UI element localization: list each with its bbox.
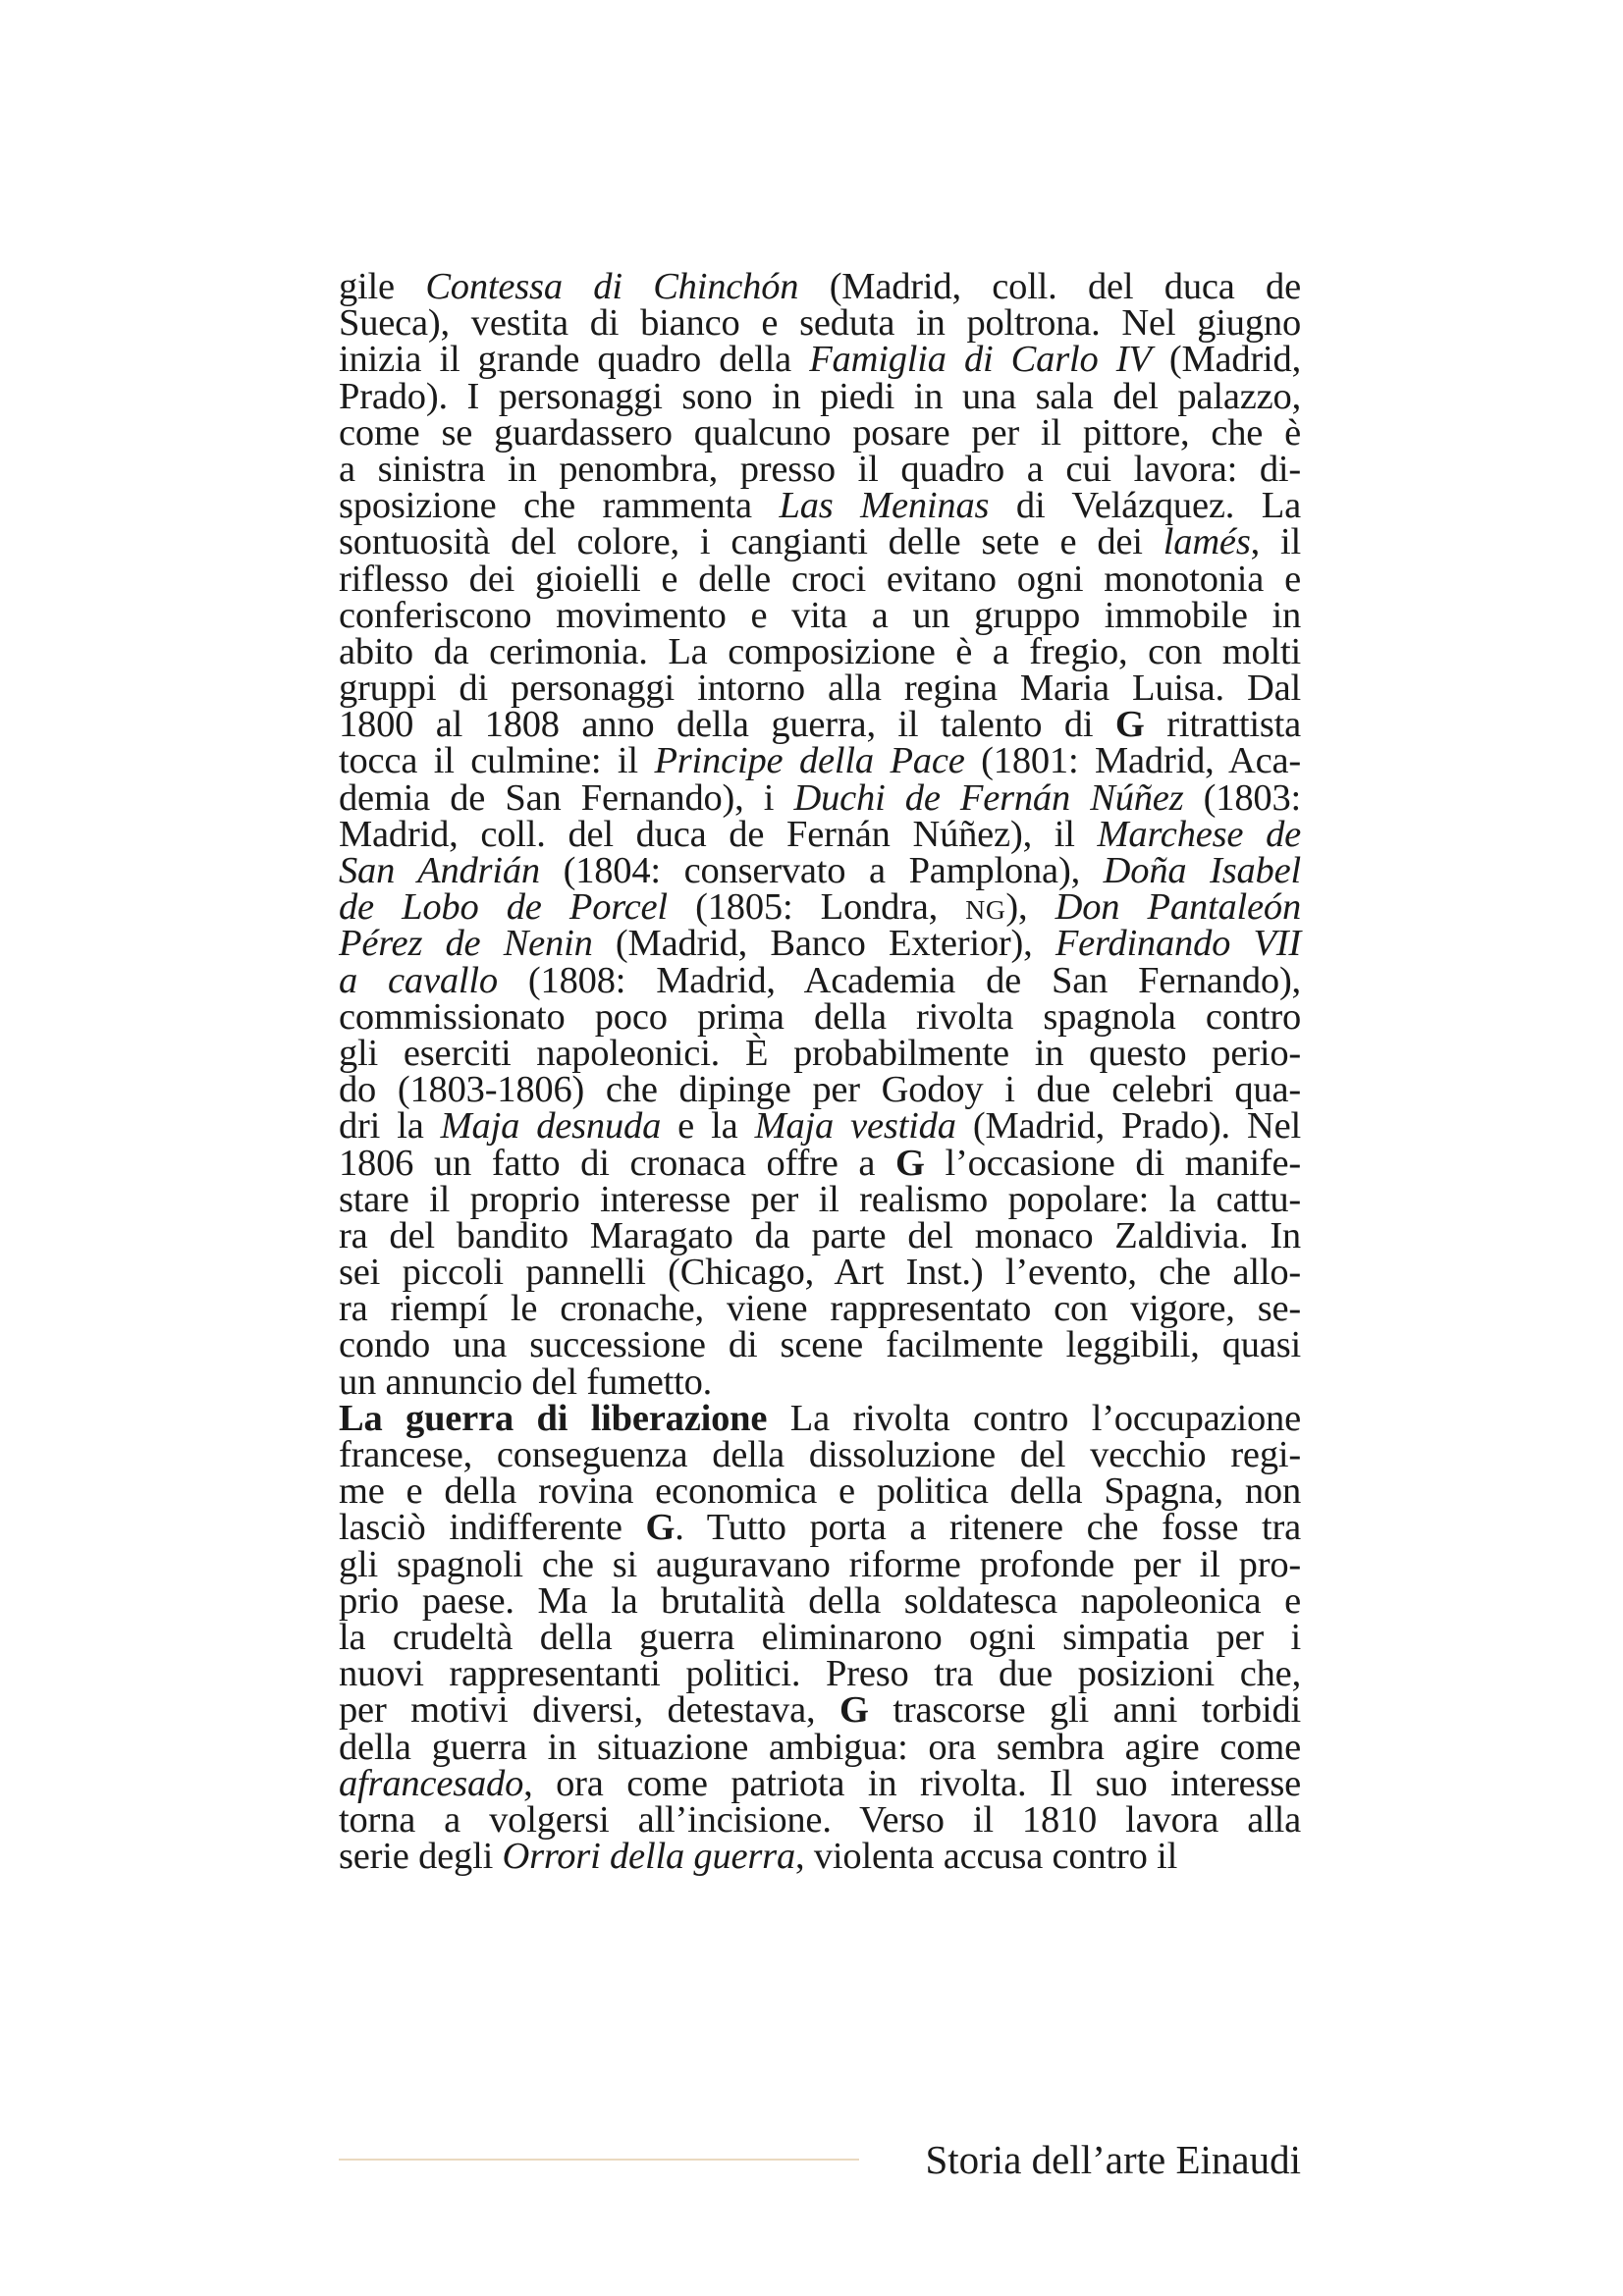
text-line [339, 1507, 1301, 1549]
text-line [339, 1762, 1301, 1804]
text-fragment: a sinistra in penombra, presso il quadro a cui lavora: di- [339, 448, 1301, 490]
text-line [339, 1032, 1301, 1074]
text-line [339, 594, 1301, 636]
text-fragment: (Madrid, Prado). Nel [955, 1105, 1301, 1148]
text-fragment: (Madrid, Banco Exterior), [592, 923, 1055, 965]
text-fragment: sontuosità del colore, i cangianti delle sete e dei [339, 521, 1163, 563]
text-line [339, 266, 1301, 307]
italic-title: lamés [1163, 521, 1251, 563]
text-line [339, 959, 1301, 1001]
text-fragment: NG [965, 894, 1006, 926]
text-line [339, 704, 1301, 746]
text-fragment: la crudeltà della guerra eliminarono ogni simpatia per i [339, 1616, 1301, 1658]
italic-title: Don Pantaleón [1055, 886, 1301, 929]
text-fragment: dri la [339, 1105, 441, 1148]
text-fragment: me e della rovina economica e politica della Spagna, non [339, 1470, 1301, 1513]
text-fragment: francese, conseguenza della dissoluzione del vecchio regi- [339, 1434, 1301, 1475]
italic-title: a cavallo [339, 959, 498, 1001]
text-line [339, 1616, 1301, 1658]
text-fragment: , ora come patriota in rivolta. Il suo interesse [523, 1762, 1301, 1804]
text-fragment: gruppi di personaggi intorno alla regina Maria Luisa. Dal [339, 667, 1301, 710]
italic-title: Orrori della guerra [502, 1836, 796, 1878]
text-fragment: ra riempí le cronache, viene rappresentato con vigore, se- [339, 1288, 1301, 1330]
text-fragment: abito da cerimonia. La composizione è a fregio, con molti [339, 630, 1301, 672]
italic-title: Contessa di Chinchón [425, 266, 799, 307]
italic-title: Duchi de Fernán Núñez [793, 776, 1184, 819]
text-fragment: gile [339, 266, 426, 307]
text-line [339, 1361, 1301, 1403]
text-fragment: conferiscono movimento e vita a un gruppo immobile in [339, 594, 1301, 636]
text-line [339, 630, 1301, 672]
text-fragment: condo una successione di scene facilmente leggibili, quasi [339, 1324, 1301, 1366]
text-fragment: (1805: Londra, [667, 886, 966, 929]
text-fragment: l’occasione di manife- [924, 1142, 1302, 1184]
text-fragment: (Madrid, [1151, 339, 1302, 381]
bold-text: G [839, 1689, 869, 1732]
italic-title: Maja vestida [754, 1105, 956, 1148]
text-line [339, 521, 1302, 563]
text-fragment: nuovi rappresentanti politici. Preso tra due posizioni che, [339, 1653, 1301, 1695]
text-line [339, 850, 1301, 891]
text-fragment: lasciò indifferente [339, 1507, 646, 1549]
italic-title: Pérez de Nenin [339, 923, 593, 965]
text-line [339, 776, 1301, 819]
text-line [339, 339, 1302, 381]
text-fragment: (1808: Madrid, Academia de San Fernando), [497, 959, 1301, 1001]
text-line [339, 886, 1301, 929]
text-line [339, 1288, 1301, 1330]
text-fragment: serie degli [339, 1836, 503, 1878]
text-line [339, 411, 1301, 454]
text-fragment: Madrid, coll. del duca de Fernán Núñez), il [339, 813, 1098, 855]
text-fragment: sei piccoli pannelli (Chicago, Art Inst.) l’evento, che allo- [339, 1252, 1301, 1294]
text-fragment: commissionato poco prima della rivolta spagnola contro [339, 995, 1301, 1038]
body-text [339, 266, 1302, 1878]
text-fragment: di Velázquez. La [989, 485, 1301, 527]
italic-title: Las Meninas [779, 485, 990, 527]
text-line [339, 667, 1301, 710]
text-fragment: torna a volgersi all’incisione. Verso il 1810 lavora alla [339, 1798, 1301, 1841]
text-fragment: gli spagnoli che si auguravano riforme profonde per il pro- [339, 1543, 1301, 1585]
text-line [339, 1798, 1301, 1841]
text-line [339, 1579, 1301, 1622]
text-fragment: La rivolta contro l’occupazione [767, 1397, 1301, 1439]
text-line [339, 1252, 1301, 1294]
text-fragment: 1800 al 1808 anno della guerra, il talento di [339, 704, 1115, 746]
text-line [339, 1543, 1301, 1585]
text-fragment: riflesso dei gioielli e delle croci evitano ogni monotonia e [339, 558, 1301, 600]
bold-text: G [895, 1142, 925, 1184]
text-line [339, 1214, 1301, 1256]
text-fragment: (1801: Madrid, Aca- [964, 740, 1301, 782]
text-fragment: per motivi diversi, detestava, [339, 1689, 839, 1732]
text-line [339, 1726, 1301, 1768]
text-fragment: (1803: [1183, 776, 1301, 819]
text-line [339, 1689, 1301, 1732]
text-fragment: trascorse gli anni torbidi [868, 1689, 1301, 1732]
text-line [339, 558, 1301, 600]
text-line [339, 1836, 1301, 1878]
text-fragment: (Madrid, coll. del duca de [798, 266, 1301, 307]
text-fragment: inizia il grande quadro della [339, 339, 810, 381]
footer-rule [339, 2159, 859, 2161]
text-line [339, 1105, 1301, 1148]
text-fragment: ), [1005, 886, 1055, 929]
text-line [339, 1178, 1301, 1220]
italic-title: afrancesado [339, 1762, 524, 1804]
text-line [339, 813, 1302, 855]
text-line [339, 1324, 1301, 1366]
text-line [339, 1653, 1301, 1695]
text-fragment: , il [1250, 521, 1302, 563]
text-fragment: ritrattista [1144, 704, 1301, 746]
text-line [339, 448, 1301, 490]
text-line [339, 995, 1301, 1038]
italic-title: Ferdinando VII [1055, 923, 1302, 965]
italic-title: San Andrián [339, 850, 540, 891]
text-fragment: (1804: conservato a Pamplona), [539, 850, 1104, 891]
text-line [339, 923, 1302, 965]
text-fragment: tocca il culmine: il [339, 740, 655, 782]
text-line [339, 1069, 1301, 1111]
text-fragment: demia de San Fernando), i [339, 776, 794, 819]
text-fragment: ra del bandito Maragato da parte del monaco Zaldivia. In [339, 1214, 1301, 1256]
text-fragment: come se guardassero qualcuno posare per il pittore, che è [339, 411, 1301, 454]
text-fragment: e la [661, 1105, 755, 1148]
text-fragment: 1806 un fatto di cronaca offre a [339, 1142, 896, 1184]
text-fragment: Prado). I personaggi sono in piedi in una sala del palazzo, [339, 375, 1301, 417]
text-fragment: do (1803-1806) che dipinge per Godoy i due celebri qua- [339, 1069, 1301, 1111]
italic-title: Marchese de [1097, 813, 1302, 855]
page-footer [339, 2135, 1301, 2184]
text-line [339, 485, 1301, 527]
italic-title: de Lobo de Porcel [339, 886, 668, 929]
text-fragment: prio paese. Ma la brutalità della soldatesca napoleonica e [339, 1579, 1301, 1622]
text-line [339, 1397, 1301, 1439]
bold-text: La guerra di liberazione [339, 1397, 768, 1439]
text-line [339, 740, 1301, 782]
text-line [339, 1142, 1302, 1184]
italic-title: Principe della Pace [654, 740, 965, 782]
footer-title: Storia dell’arte Einaudi [925, 2137, 1301, 2182]
italic-title: Famiglia di Carlo IV [809, 339, 1152, 381]
text-line [339, 1470, 1301, 1513]
italic-title: Maja desnuda [440, 1105, 662, 1148]
text-fragment: . Tutto porta a ritenere che fosse tra [675, 1507, 1301, 1549]
text-line [339, 1434, 1301, 1475]
text-line [339, 375, 1301, 417]
text-fragment: Sueca), vestita di bianco e seduta in poltrona. Nel giugno [339, 302, 1301, 345]
text-line [339, 302, 1301, 345]
text-fragment: gli eserciti napoleonici. È probabilmente in questo perio- [339, 1032, 1301, 1074]
bold-text: G [645, 1507, 676, 1549]
bold-text: G [1114, 704, 1145, 746]
text-fragment: sposizione che rammenta [339, 485, 780, 527]
text-fragment: stare il proprio interesse per il realismo popolare: la cattu- [339, 1178, 1301, 1220]
text-fragment: della guerra in situazione ambigua: ora sembra agire come [339, 1726, 1301, 1768]
text-fragment: , violenta accusa contro il [795, 1836, 1178, 1878]
text-fragment: un annuncio del fumetto. [339, 1361, 713, 1403]
italic-title: Doña Isabel [1103, 850, 1301, 891]
